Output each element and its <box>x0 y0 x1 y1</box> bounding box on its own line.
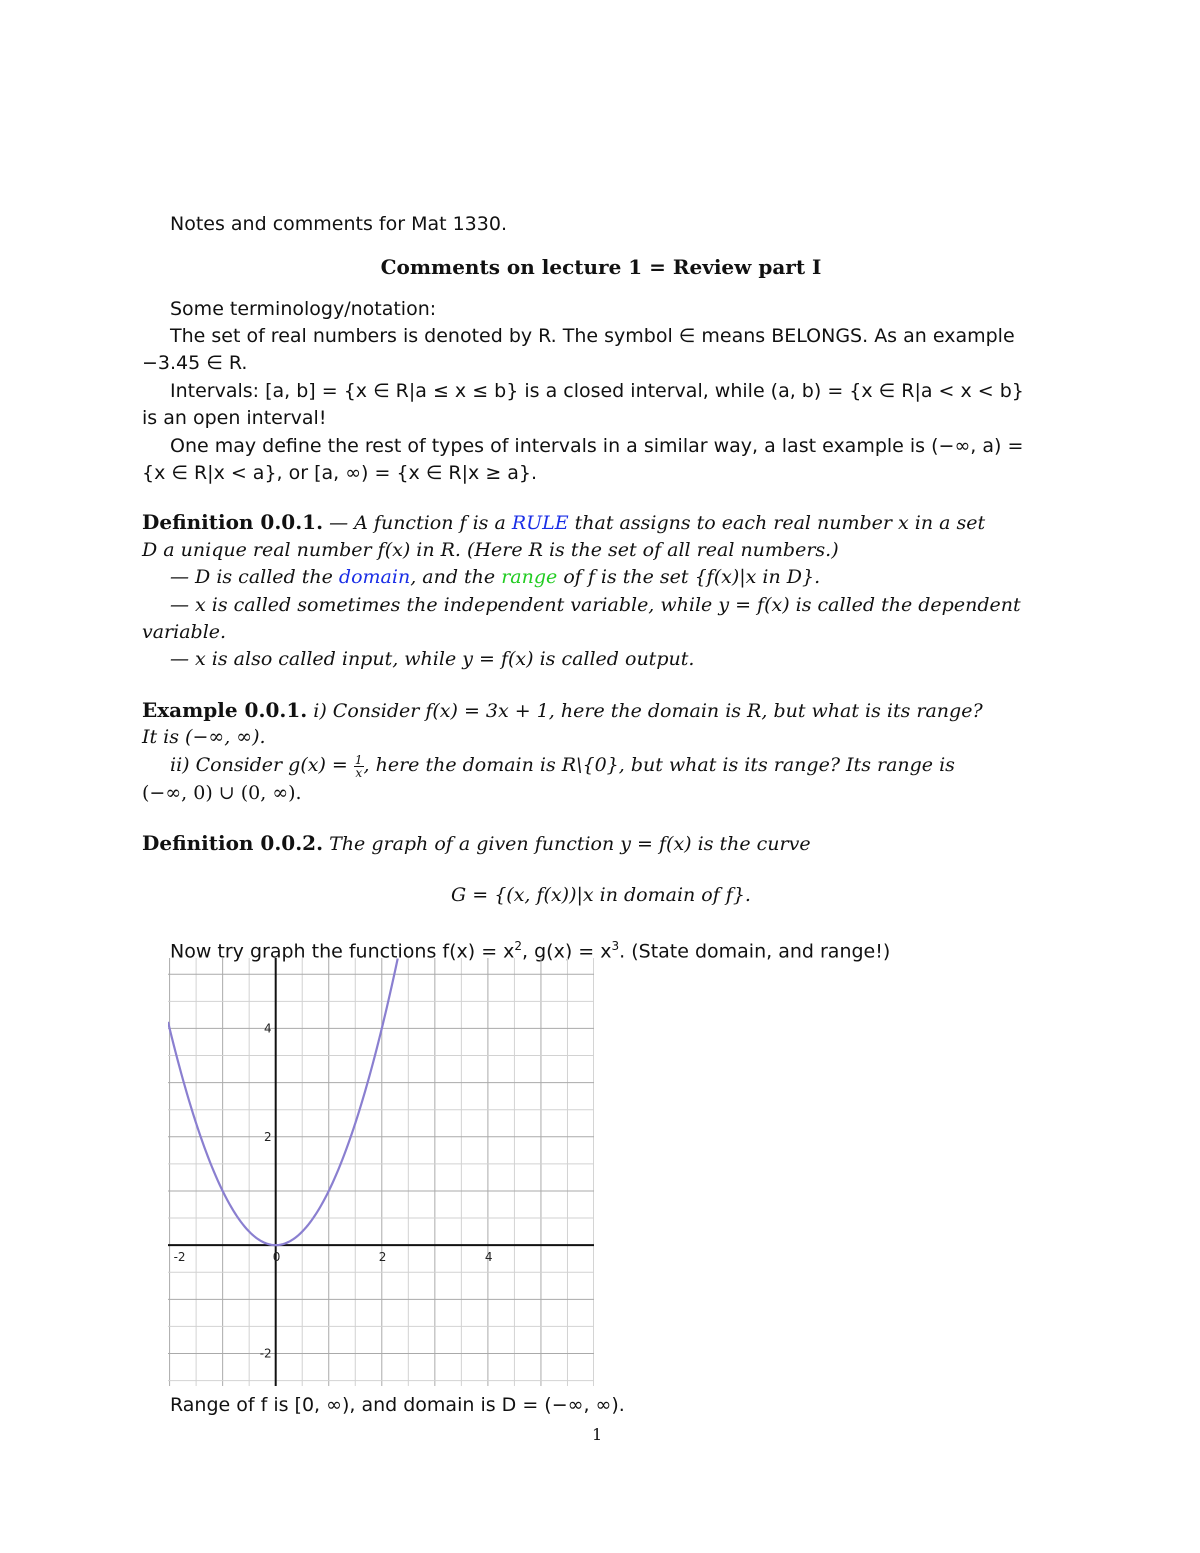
definition-1-line-4: — x is called sometimes the independent variable, while y = f(x) is called the dependent <box>170 594 1021 616</box>
definition-1-line-2: D a unique real number f(x) in R. (Here R is the set of all real numbers.) <box>142 539 839 561</box>
fraction-denominator: x <box>355 765 363 780</box>
example-1-line-1 <box>142 697 1060 725</box>
domain-highlight: domain <box>338 566 411 588</box>
exercise-text-c: . (State domain, and range!) <box>619 940 891 963</box>
definition-2-text: The graph of a given function y = f(x) is the curve <box>329 833 811 855</box>
definition-2-line <box>142 830 1060 858</box>
rule-highlight: RULE <box>511 512 569 534</box>
definition-1-line-1 <box>142 509 1060 537</box>
terminology-line-5: One may define the rest of types of intervals in a similar way, a last example is (−∞, a) = <box>170 435 1024 457</box>
x-tick-label: 2 <box>378 1250 387 1265</box>
x-tick-label: 4 <box>484 1250 493 1265</box>
course-note: Notes and comments for Mat 1330. <box>170 213 507 235</box>
x-tick-label: 0 <box>272 1250 281 1265</box>
definition-1-heading: Definition 0.0.1. <box>142 510 324 534</box>
terminology-line-6: {x ∈ R|x < a}, or [a, ∞) = {x ∈ R|x ≥ a}. <box>142 462 538 484</box>
example-1-line-3-b: , here the domain is R\{0}, but what is its range? Its range is <box>363 754 955 776</box>
exercise-text-b: , g(x) = x <box>522 940 612 963</box>
range-highlight: range <box>501 566 558 588</box>
example-1-line-3-a: ii) Consider g(x) = <box>170 754 348 776</box>
y-tick-label: 2 <box>264 1129 272 1144</box>
definition-1-line-3 <box>170 564 1060 591</box>
definition-1-text-a: — A function f is a <box>329 512 506 534</box>
definition-2-heading: Definition 0.0.2. <box>142 831 324 855</box>
fraction-one-over-x <box>354 754 364 779</box>
terminology-line-1: The set of real numbers is denoted by R. The symbol ∈ means BELONGS. As an example <box>170 325 1015 347</box>
definition-1-line-3-a: — D is called the <box>170 566 333 588</box>
page-title: Comments on lecture 1 = Review part I <box>380 255 822 279</box>
fraction-numerator: 1 <box>354 752 363 767</box>
x-tick-label: -2 <box>173 1250 186 1265</box>
exponent-3: 3 <box>611 939 620 953</box>
y-tick-label: -2 <box>259 1346 272 1361</box>
definition-1-line-3-b: , and the <box>410 566 496 588</box>
terminology-line-4: is an open interval! <box>142 407 327 429</box>
terminology-intro: Some terminology/notation: <box>170 298 437 320</box>
example-1-line-2: It is (−∞, ∞). <box>142 726 266 748</box>
example-1-text: i) Consider f(x) = 3x + 1, here the domain is R, but what is its range? <box>313 700 983 722</box>
page-number: 1 <box>592 1425 603 1444</box>
example-1-heading: Example 0.0.1. <box>142 698 308 722</box>
definition-1-line-6: — x is also called input, while y = f(x) is called output. <box>170 648 695 670</box>
parabola-graph <box>168 958 594 1386</box>
exercise-text-a: Now try graph the functions f(x) = x <box>170 940 515 963</box>
definition-1-line-3-c: of f is the set {f(x)|x in D}. <box>563 566 821 588</box>
terminology-line-2: −3.45 ∈ R. <box>142 352 248 374</box>
terminology-line-3: Intervals: [a, b] = {x ∈ R|a ≤ x ≤ b} is a closed interval, while (a, b) = {x ∈ R|a < x < b} <box>170 380 1024 402</box>
definition-1-text-b: that assigns to each real number x in a set <box>574 512 986 534</box>
y-tick-label: 4 <box>264 1021 272 1036</box>
example-1-line-3 <box>170 752 1060 779</box>
example-1-line-4: (−∞, 0) ∪ (0, ∞). <box>142 782 302 804</box>
exponent-2: 2 <box>514 939 523 953</box>
conclusion: Range of f is [0, ∞), and domain is D = (−∞, ∞). <box>170 1394 625 1416</box>
definition-1-line-5: variable. <box>142 621 227 643</box>
graph-set-formula: G = {(x, f(x))|x in domain of f}. <box>451 884 751 906</box>
